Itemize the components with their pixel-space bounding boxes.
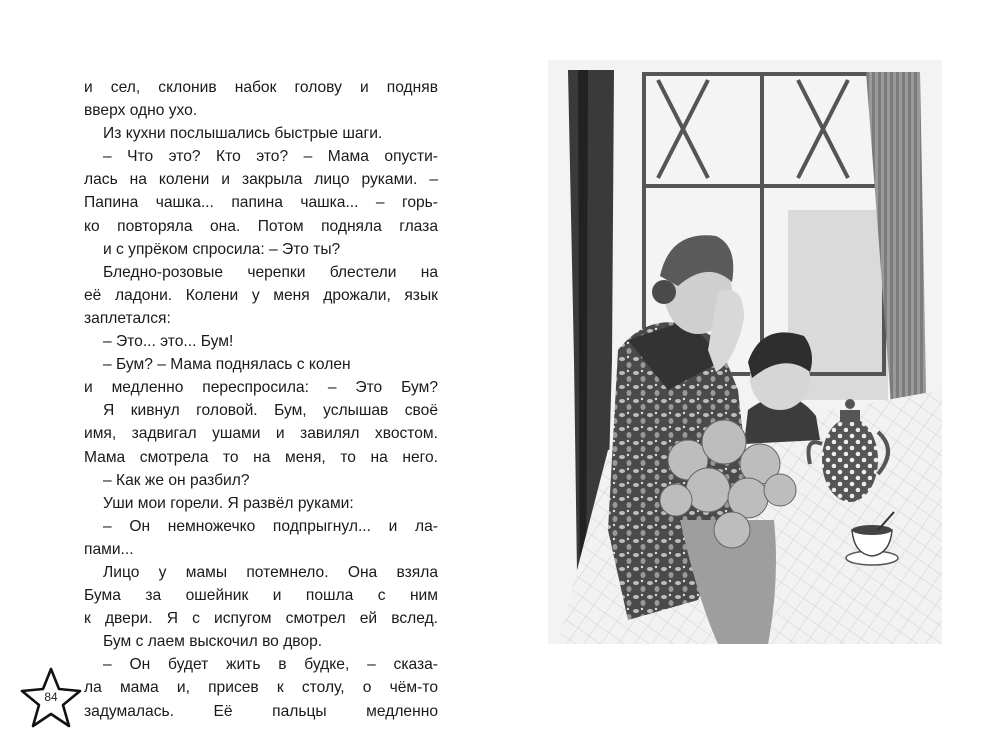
text-line: и медленно переспросила: – Это Бум? bbox=[84, 379, 438, 397]
text-line: ла мама и, присев к столу, о чём-то bbox=[84, 679, 438, 697]
mother-and-boy-at-table-illustration bbox=[548, 60, 942, 644]
text-line: Лицо у мамы потемнело. Она взяла bbox=[103, 563, 438, 581]
text-line: Бума за ошейник и пошла с ним bbox=[84, 587, 438, 605]
text-line: Мама смотрела то на меня, то на него. bbox=[84, 448, 438, 466]
page-number: 84 bbox=[44, 690, 58, 704]
text-line: Бледно-розовые черепки блестели на bbox=[103, 263, 438, 281]
text-line: имя, задвигал ушами и завилял хвостом. bbox=[84, 425, 438, 443]
text-line: Бум с лаем выскочил во двор. bbox=[103, 633, 323, 651]
text-line: задумалась. Её пальцы медленно bbox=[84, 702, 438, 720]
text-line: к двери. Я с испугом смотрел ей вслед. bbox=[84, 610, 438, 628]
text-line: – Бум? – Мама поднялась с колен bbox=[103, 356, 351, 374]
text-line: лась на колени и закрыла лицо руками. – bbox=[84, 171, 438, 189]
text-line: Уши мои горели. Я развёл руками: bbox=[103, 494, 354, 512]
text-line: Я кивнул головой. Бум, услышав своё bbox=[103, 402, 438, 420]
text-line: ко повторяла она. Потом подняла глаза bbox=[84, 217, 438, 235]
text-line: Из кухни послышались быстрые шаги. bbox=[103, 125, 383, 143]
text-line: – Это... это... Бум! bbox=[103, 333, 234, 351]
text-line: вверх одно ухо. bbox=[84, 102, 198, 120]
text-line: и с упрёком спросила: – Это ты? bbox=[103, 240, 341, 258]
text-line: её ладони. Колени у меня дрожали, язык bbox=[84, 286, 438, 304]
text-line: и сел, склонив набок голову и подняв bbox=[84, 79, 438, 96]
text-line: – Что это? Кто это? – Мама опусти- bbox=[103, 148, 438, 166]
text-line: – Он немножечко подпрыгнул... и ла- bbox=[103, 517, 438, 535]
text-line: Папина чашка... папина чашка... – горь- bbox=[84, 194, 438, 212]
text-line: – Он будет жить в будке, – сказа- bbox=[103, 656, 438, 674]
body-text bbox=[84, 76, 438, 723]
text-line: пами... bbox=[84, 540, 134, 558]
text-line: – Как же он разбил? bbox=[103, 471, 250, 489]
text-line: заплетался: bbox=[84, 309, 171, 327]
